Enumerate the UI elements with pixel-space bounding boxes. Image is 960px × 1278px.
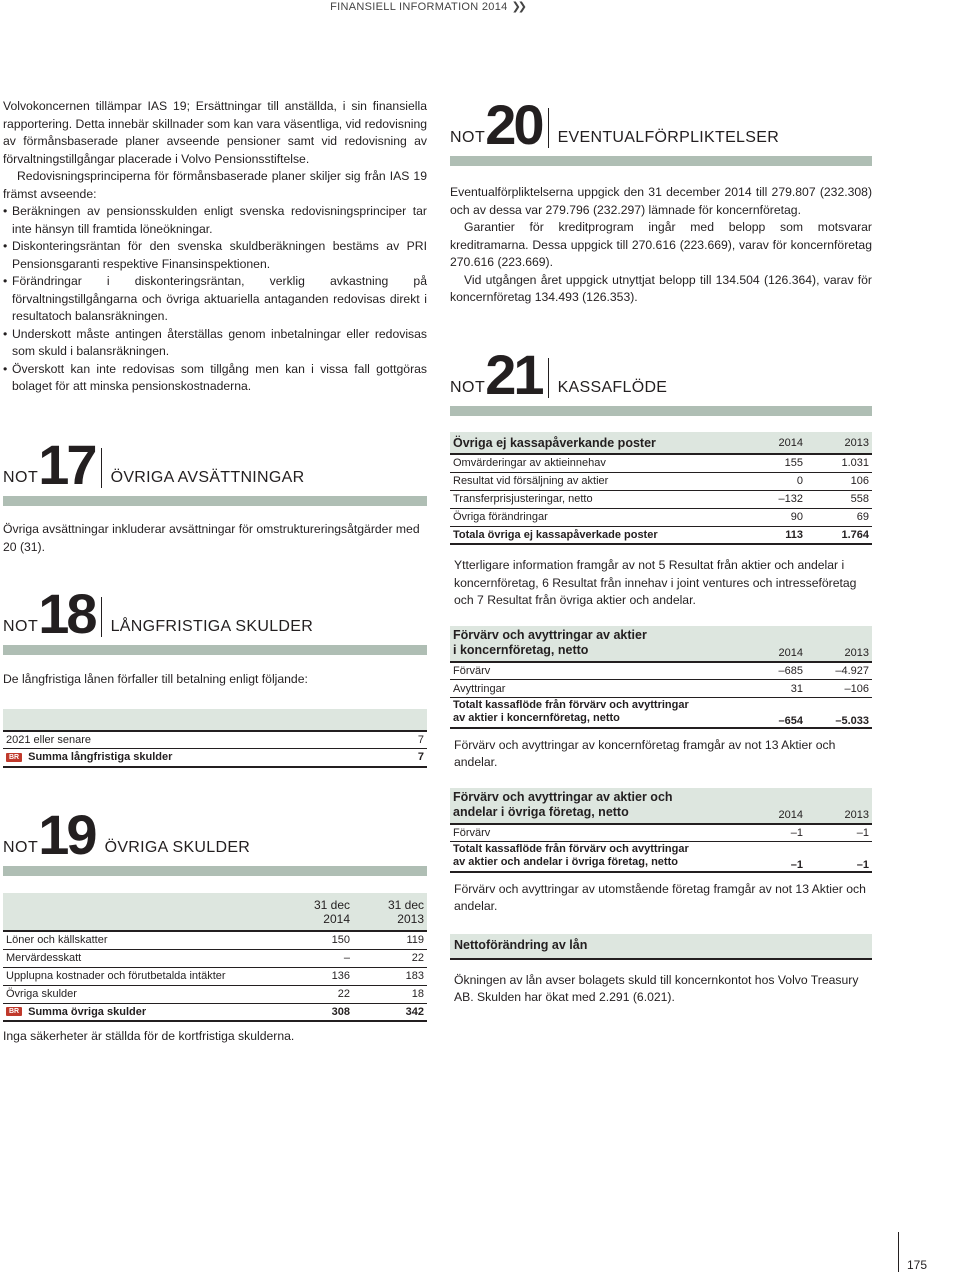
page-header (330, 0, 524, 13)
note-number: 17 (38, 433, 95, 496)
note-17 (3, 428, 427, 556)
list-item: • Överskott kan inte redovisas som tillgång men kan i vissa fall gottgöras bolaget för att minska pensionskostnaderna. (3, 361, 427, 396)
intro-bullet-list (3, 203, 427, 396)
row-label: Övriga förändringar (450, 508, 750, 526)
row-value: 558 (806, 490, 872, 508)
note-number: 19 (38, 803, 95, 866)
total-label-cell (3, 1003, 283, 1021)
table-row (3, 931, 427, 949)
net-loans-box (450, 934, 872, 960)
divider (101, 448, 102, 488)
total-label: Summa övriga skulder (28, 1005, 147, 1018)
row-label: Mervärdesskatt (3, 949, 283, 967)
paragraph: Garantier för kreditprogram ingår med belopp som motsvarar kreditramarna. Dessa uppgick till 270.616 (223.669), varav för koncernföretag 270.616 (223.669). (450, 220, 872, 269)
cashflow-text-3: Förvärv och avyttringar av utomstående företag framgår av not 13 Aktier och andelar. (454, 881, 866, 913)
row-label: Avyttringar (450, 680, 750, 698)
table-title: Övriga ej kassapåverkande poster (450, 432, 750, 454)
br-badge: BR (6, 753, 22, 762)
note-title: EVENTUALFÖRPLIKTELSER (557, 129, 780, 146)
note-20 (450, 88, 872, 307)
table-total-row (450, 526, 872, 544)
col-header: 2013 (806, 788, 872, 824)
total-label (450, 698, 750, 728)
list-item: • Beräkningen av pensionsskulden enligt svenska redovisningsprinciper tar inte hänsyn till framtida löneökningar. (3, 203, 427, 238)
cashflow-table-3 (450, 788, 872, 873)
intro-section (3, 98, 427, 396)
row-value: 90 (750, 508, 806, 526)
note-bar (450, 156, 872, 166)
cashflow-text-2: Förvärv och avyttringar av koncernföretag framgår av not 13 Aktier och andelar. (454, 737, 836, 769)
col-header: 2014 (750, 788, 806, 824)
note-17-heading (3, 428, 427, 496)
note-17-text: Övriga avsättningar inkluderar avsättningar för omstruktureringsåtgärder med 20 (31). (3, 522, 420, 554)
header-text: FINANSIELL INFORMATION 2014 (330, 0, 508, 13)
note-18 (3, 577, 427, 768)
col-header-line: 31 dec (387, 897, 424, 912)
row-value: –106 (806, 680, 872, 698)
note-label: NOT (3, 618, 39, 635)
note-21-heading (450, 338, 872, 406)
intro-paragraph-1: Volvokoncernen tillämpar IAS 19; Ersättningar till anställda, i sin finansiella rapportering. Detta innebär skillnader som kan vara väsentliga, vid redovisning av förmånsbaserade planer avseende pensioner samt vid redovisning av förvaltningstillgångar placerade i Volvo Pensionsstiftelse. (3, 99, 427, 166)
col-header-line: 2014 (323, 911, 350, 926)
table-row (450, 508, 872, 526)
note-number: 18 (38, 582, 95, 645)
divider (548, 358, 549, 398)
row-value: 18 (353, 985, 427, 1003)
row-value: –1 (806, 824, 872, 842)
note-19-heading (3, 798, 427, 866)
page-number-text: 175 (906, 1258, 927, 1272)
note-bar (3, 496, 427, 506)
note-label: NOT (450, 379, 486, 396)
double-chevron-icon: ❯❯ (511, 1, 524, 13)
note-bar (3, 645, 427, 655)
total-value: 308 (283, 1003, 353, 1021)
note-title: KASSAFLÖDE (557, 379, 668, 396)
br-badge: BR (6, 1007, 22, 1016)
table-header (450, 432, 872, 454)
note-title: ÖVRIGA AVSÄTTNINGAR (110, 469, 305, 486)
row-value: –132 (750, 490, 806, 508)
note-21 (450, 338, 872, 1007)
total-label-cell (3, 749, 399, 767)
table-row (450, 454, 872, 472)
cashflow-table-2 (450, 626, 872, 729)
total-value: –654 (750, 698, 806, 728)
note-bar (450, 406, 872, 416)
row-value: –1 (750, 824, 806, 842)
col-2013 (353, 893, 427, 931)
note-label: NOT (3, 839, 39, 856)
label-line: Totalt kassaflöde från förvärv och avyttringar (453, 699, 689, 712)
row-label: Förvärv (450, 662, 750, 680)
table-row (450, 490, 872, 508)
note-18-heading (3, 577, 427, 645)
row-value: 22 (353, 949, 427, 967)
table-header (3, 709, 427, 731)
note-number: 20 (485, 93, 542, 156)
total-value: 113 (750, 526, 806, 544)
total-label (450, 842, 750, 872)
cashflow-table-1 (450, 432, 872, 545)
title-line: Förvärv och avyttringar av aktier och (453, 790, 673, 804)
col-header: 2013 (806, 626, 872, 662)
table-row (3, 731, 427, 749)
table-total-row (450, 842, 872, 872)
table-row (3, 985, 427, 1003)
paragraph: Vid utgången året uppgick utnyttjat belopp till 134.504 (126.364), varav för koncernföretag 134.493 (126.353). (450, 272, 872, 304)
row-label: Omvärderingar av aktieinnehav (450, 454, 750, 472)
total-value: –1 (750, 842, 806, 872)
row-value: 106 (806, 472, 872, 490)
table-row (3, 967, 427, 985)
table-row (450, 662, 872, 680)
row-label: Transferprisjusteringar, netto (450, 490, 750, 508)
title-line: Förvärv och avyttringar av aktier (453, 628, 647, 642)
table-total-row (3, 1003, 427, 1021)
row-value: –4.927 (806, 662, 872, 680)
row-value: 0 (750, 472, 806, 490)
row-value: 22 (283, 985, 353, 1003)
table-header (3, 893, 427, 931)
table-header (450, 788, 872, 824)
total-label: Totala övriga ej kassapåverkade poster (450, 526, 750, 544)
total-value: –1 (806, 842, 872, 872)
row-value: 150 (283, 931, 353, 949)
cashflow-text-1: Ytterligare information framgår av not 5 Resultat från aktier och andelar i koncernföretag, 6 Resultat från innehav i joint ventures och intresseföretag och 7 Resultat från övriga aktier och andelar. (454, 558, 857, 607)
col-header: 2014 (750, 626, 806, 662)
divider (101, 597, 102, 637)
table-row (450, 824, 872, 842)
note-19-footer: Inga säkerheter är ställda för de kortfristiga skulderna. (3, 1029, 295, 1043)
row-label: Löner och källskatter (3, 931, 283, 949)
page-number (898, 1232, 927, 1272)
note-bar (3, 866, 427, 876)
note-19-table (3, 893, 427, 1022)
col-header: 2013 (806, 432, 872, 454)
title-line: andelar i övriga företag, netto (453, 805, 629, 819)
note-19 (3, 798, 427, 1046)
cashflow-text-4: Ökningen av lån avser bolagets skuld till koncernkontot hos Volvo Treasury AB. Skulden har ökat med 2.291 (6.021). (454, 972, 859, 1004)
row-value: 69 (806, 508, 872, 526)
row-label: Övriga skulder (3, 985, 283, 1003)
row-label: Upplupna kostnader och förutbetalda intäkter (3, 967, 283, 985)
note-18-text: De långfristiga lånen förfaller till betalning enligt följande: (3, 672, 308, 686)
paragraph: Eventualförpliktelserna uppgick den 31 december 2014 till 279.807 (232.308) och av dessa var 279.796 (232.297) lämnade för koncernföretag. (450, 185, 872, 217)
label-line: av aktier i koncernföretag, netto (453, 712, 620, 725)
note-title: ÖVRIGA SKULDER (104, 839, 251, 856)
row-value: – (283, 949, 353, 967)
note-18-table (3, 709, 427, 768)
list-item: • Diskonteringsräntan för den svenska skuldberäkningen bestäms av PRI Pensionsgaranti respektive Finansinspektionen. (3, 238, 427, 273)
table-title (450, 626, 750, 662)
note-20-text (450, 184, 872, 307)
note-label: NOT (450, 129, 486, 146)
table-row (3, 949, 427, 967)
row-value: 183 (353, 967, 427, 985)
table-title (450, 788, 750, 824)
row-value: 7 (399, 731, 427, 749)
total-value: 1.764 (806, 526, 872, 544)
note-number: 21 (485, 343, 542, 406)
total-value: 342 (353, 1003, 427, 1021)
label-line: av aktier och andelar i övriga företag, netto (453, 856, 678, 869)
total-label: Summa långfristiga skulder (28, 751, 173, 764)
col-header: 2014 (750, 432, 806, 454)
total-value: 7 (399, 749, 427, 767)
label-line: Totalt kassaflöde från förvärv och avyttringar (453, 843, 689, 856)
list-item: • Underskott måste antingen återställas genom inbetalningar eller redovisas som skuld i balansräkningen. (3, 326, 427, 361)
divider (548, 108, 549, 148)
table-total-row (3, 749, 427, 767)
row-label: Förvärv (450, 824, 750, 842)
row-value: –685 (750, 662, 806, 680)
title-line: i koncernföretag, netto (453, 643, 589, 657)
row-label: Resultat vid försäljning av aktier (450, 472, 750, 490)
table-row (450, 680, 872, 698)
col-2014 (283, 893, 353, 931)
row-value: 119 (353, 931, 427, 949)
note-title: LÅNGFRISTIGA SKULDER (110, 618, 314, 635)
col-header-line: 2013 (397, 911, 424, 926)
table-total-row (450, 698, 872, 728)
total-value: –5.033 (806, 698, 872, 728)
row-value: 31 (750, 680, 806, 698)
row-value: 155 (750, 454, 806, 472)
table-header (450, 626, 872, 662)
col-header-line: 31 dec (313, 897, 350, 912)
row-value: 1.031 (806, 454, 872, 472)
list-item: • Förändringar i diskonteringsräntan, verklig avkastning på förvaltningstillgångarna och övriga aktuariella antaganden redovisas direkt i resultatoch balansräkningen. (3, 273, 427, 326)
note-20-heading (450, 88, 872, 156)
row-label: 2021 eller senare (3, 731, 399, 749)
note-label: NOT (3, 469, 39, 486)
intro-paragraph-2: Redovisningsprinciperna för förmånsbaserade planer skiljer sig från IAS 19 främst avseende: (3, 169, 427, 201)
table-row (450, 472, 872, 490)
box-title: Nettoförändring av lån (454, 937, 588, 952)
row-value: 136 (283, 967, 353, 985)
